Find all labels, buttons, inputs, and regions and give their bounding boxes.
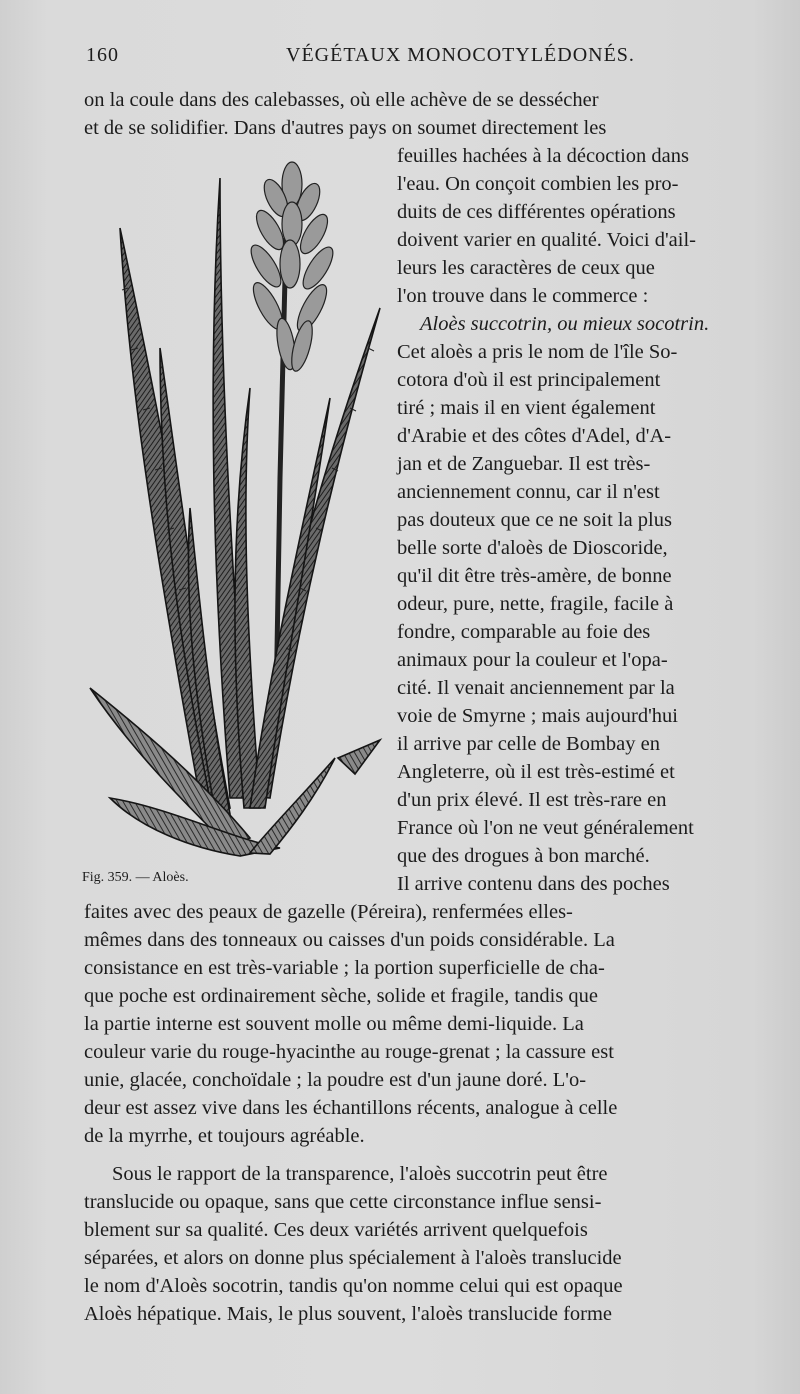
text-line: cotora d'où il est principalement — [397, 369, 661, 391]
text-line: belle sorte d'aloès de Dioscoride, — [397, 537, 668, 559]
text-line: d'Arabie et des côtes d'Adel, d'A- — [397, 425, 672, 447]
text-line: consistance en est très-variable ; la portion superficielle de cha- — [84, 957, 605, 979]
text-line: que des drogues à bon marché. — [397, 845, 650, 867]
text-line: blement sur sa qualité. Ces deux variétés arrivent quelquefois — [84, 1219, 588, 1241]
running-title: VÉGÉTAUX MONOCOTYLÉDONÉS. — [286, 44, 635, 66]
text-line: qu'il dit être très-amère, de bonne — [397, 565, 672, 587]
page-header — [86, 44, 766, 74]
figure-caption: Fig. 359. — Aloès. — [82, 870, 189, 885]
text-line: faites avec des peaux de gazelle (Péreira), renfermées elles- — [84, 901, 573, 923]
text-line: Aloès hépatique. Mais, le plus souvent, l'aloès translucide forme — [84, 1303, 613, 1325]
text-line: Sous le rapport de la transparence, l'aloès succotrin peut être — [112, 1163, 608, 1185]
text-line: on la coule dans des calebasses, où elle achève de se dessécher — [84, 89, 599, 111]
text-line: translucide ou opaque, sans que cette circonstance influe sensi- — [84, 1191, 602, 1213]
text-line: fondre, comparable au foie des — [397, 621, 651, 643]
text-line: voie de Smyrne ; mais aujourd'hui — [397, 705, 678, 727]
section-heading-aloes-succotrin: Aloès succotrin, ou mieux socotrin. — [420, 313, 710, 335]
page-number: 160 — [86, 44, 119, 66]
text-line: tiré ; mais il en vient également — [397, 397, 656, 419]
aloe-plant-engraving — [80, 148, 400, 868]
text-line: leurs les caractères de ceux que — [397, 257, 655, 279]
text-line: odeur, pure, nette, fragile, facile à — [397, 593, 674, 615]
text-line: couleur varie du rouge-hyacinthe au rouge-grenat ; la cassure est — [84, 1041, 614, 1063]
text-line: animaux pour la couleur et l'opa- — [397, 649, 668, 671]
text-line: anciennement connu, car il n'est — [397, 481, 660, 503]
text-line: l'eau. On conçoit combien les pro- — [397, 173, 679, 195]
aloe-illustration — [80, 148, 400, 868]
text-line: unie, glacée, conchoïdale ; la poudre est d'un jaune doré. L'o- — [84, 1069, 587, 1091]
text-line: séparées, et alors on donne plus spécialement à l'aloès translucide — [84, 1247, 622, 1269]
text-line: la partie interne est souvent molle ou même demi-liquide. La — [84, 1013, 584, 1035]
text-line: que poche est ordinairement sèche, solide et fragile, tandis que — [84, 985, 599, 1007]
text-line: et de se solidifier. Dans d'autres pays on soumet directement les — [84, 117, 607, 139]
text-line: mêmes dans des tonneaux ou caisses d'un poids considérable. La — [84, 929, 615, 951]
text-line: cité. Il venait anciennement par la — [397, 677, 675, 699]
text-line: le nom d'Aloès socotrin, tandis qu'on nomme celui qui est opaque — [84, 1275, 623, 1297]
text-line: doivent varier en qualité. Voici d'ail- — [397, 229, 696, 251]
text-line: jan et de Zanguebar. Il est très- — [397, 453, 651, 475]
text-line: d'un prix élevé. Il est très-rare en — [397, 789, 667, 811]
text-line: de la myrrhe, et toujours agréable. — [84, 1125, 365, 1147]
text-line: France où l'on ne veut généralement — [397, 817, 694, 839]
text-line: duits de ces différentes opérations — [397, 201, 676, 223]
text-line: Il arrive contenu dans des poches — [397, 873, 670, 895]
text-line: deur est assez vive dans les échantillons récents, analogue à celle — [84, 1097, 618, 1119]
text-line: pas douteux que ce ne soit la plus — [397, 509, 672, 531]
text-line: Angleterre, où il est très-estimé et — [397, 761, 675, 783]
text-line: Cet aloès a pris le nom de l'île So- — [397, 341, 678, 363]
text-line: l'on trouve dans le commerce : — [397, 285, 649, 307]
text-line: il arrive par celle de Bombay en — [397, 733, 660, 755]
text-line: feuilles hachées à la décoction dans — [397, 145, 689, 167]
